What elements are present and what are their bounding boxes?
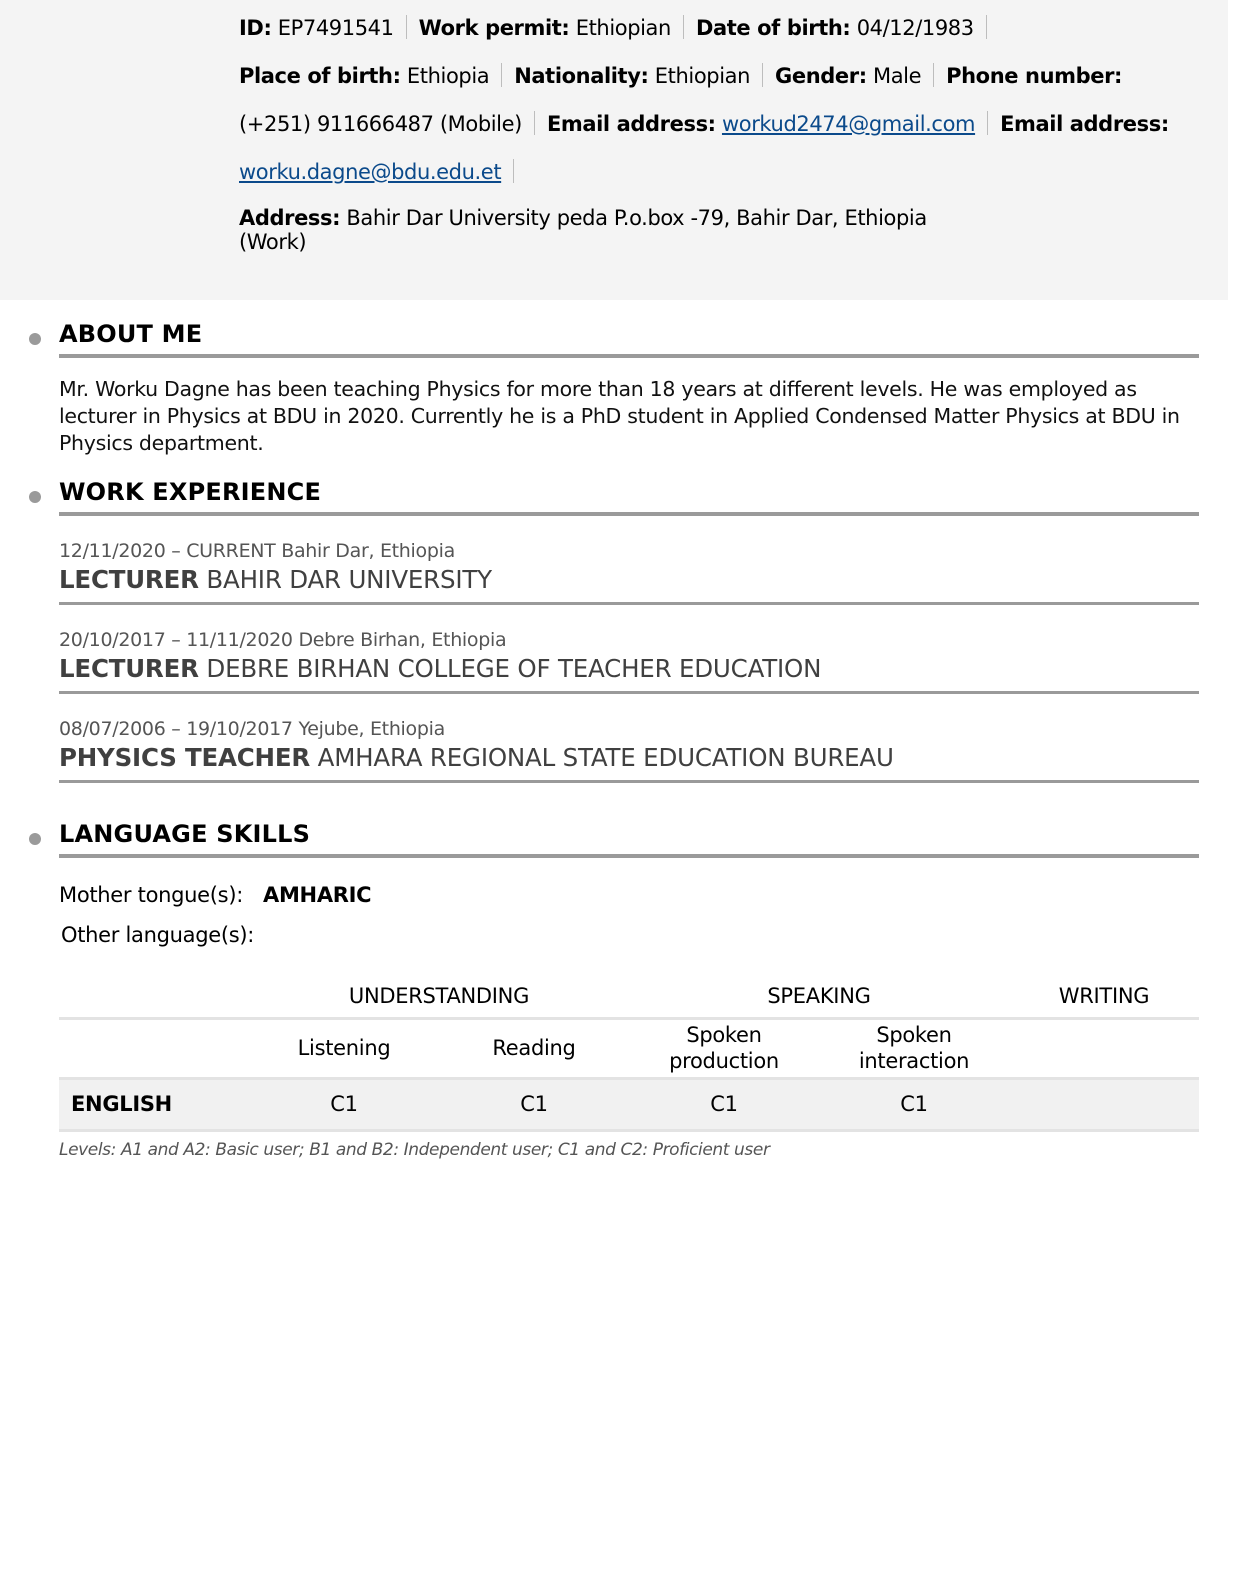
group-speaking: SPEAKING — [767, 983, 871, 1008]
levels-note: Levels: A1 and A2: Basic user; B1 and B2: Independent user; C1 and C2: Proficient user — [59, 1140, 770, 1160]
level-writing — [1009, 1078, 1199, 1130]
job-title — [59, 653, 1199, 685]
section-divider — [59, 354, 1199, 358]
address — [239, 206, 927, 254]
job-divider — [59, 602, 1199, 605]
level-spoken-production: C1 — [629, 1078, 819, 1130]
phone-label: Phone number: — [946, 64, 1123, 88]
work-section — [59, 476, 1199, 783]
pob-value: Ethiopia — [406, 64, 490, 88]
level-reading: C1 — [439, 1078, 629, 1130]
subheader-listening — [249, 1018, 439, 1078]
address-type: (Work) — [239, 230, 307, 254]
info-line-3 — [239, 106, 1199, 154]
work-permit-value: Ethiopian — [575, 16, 671, 40]
gender-label: Gender: — [775, 64, 867, 88]
subheader-text: Reading — [492, 1036, 576, 1060]
id-value: EP7491541 — [277, 16, 394, 40]
bullet-icon — [29, 833, 41, 845]
bullet-icon — [29, 491, 41, 503]
about-text: Mr. Worku Dagne has been teaching Physics for more than 18 years at different levels. He was employed as lecturer in Physics at BDU in 2020. Currently he is a PhD student in Applied Condensed Matter Physics at BDU in Physics department. — [59, 377, 1180, 455]
nationality-label: Nationality: — [514, 64, 649, 88]
job-employer: AMHARA REGIONAL STATE EDUCATION BUREAU — [317, 743, 894, 772]
separator — [534, 111, 535, 135]
pob-label: Place of birth: — [239, 64, 401, 88]
bullet-icon — [29, 333, 41, 345]
work-permit-label: Work permit: — [418, 16, 570, 40]
about-section — [59, 318, 1199, 457]
nationality-value: Ethiopian — [654, 64, 751, 88]
language-name: ENGLISH — [59, 1078, 249, 1130]
mother-tongue-value: AMHARIC — [263, 883, 372, 907]
table-group-header — [59, 975, 1199, 1018]
subheader-text: Listening — [297, 1036, 391, 1060]
table-subheader — [59, 1018, 1199, 1078]
separator — [762, 63, 763, 87]
language-section — [59, 818, 1199, 950]
job-dates-location: 20/10/2017 – 11/11/2020 Debre Birhan, Ethiopia — [59, 629, 507, 651]
job-role: LECTURER — [59, 565, 199, 594]
subheader-reading — [439, 1018, 629, 1078]
subheader-text: interaction — [858, 1049, 970, 1073]
mother-tongue-row — [59, 880, 1199, 910]
email2-label: Email address: — [1000, 112, 1169, 136]
dob-label: Date of birth: — [695, 16, 851, 40]
job-entry — [59, 538, 1199, 605]
email1-link[interactable]: workud2474@gmail.com — [721, 112, 976, 136]
subheader-spoken-interaction — [819, 1018, 1009, 1078]
separator — [986, 15, 987, 39]
empty-subheader — [1009, 1018, 1199, 1078]
section-divider — [59, 512, 1199, 516]
info-line-4 — [239, 154, 1199, 202]
subheader-text: production — [669, 1049, 779, 1073]
section-divider — [59, 854, 1199, 858]
level-listening: C1 — [249, 1078, 439, 1130]
email2-link[interactable]: worku.dagne@bdu.edu.et — [239, 160, 502, 184]
separator — [683, 15, 684, 39]
mother-tongue-label: Mother tongue(s): — [59, 883, 243, 907]
group-understanding: UNDERSTANDING — [348, 983, 530, 1008]
gender-value: Male — [872, 64, 922, 88]
subheader-text: Spoken — [686, 1023, 762, 1047]
separator — [987, 111, 988, 135]
empty-subheader — [59, 1018, 249, 1078]
info-line-2 — [239, 58, 1199, 106]
job-dates-location: 08/07/2006 – 19/10/2017 Yejube, Ethiopia — [59, 718, 445, 740]
job-employer: DEBRE BIRHAN COLLEGE OF TEACHER EDUCATION — [206, 654, 822, 683]
section-title: LANGUAGE SKILLS — [59, 820, 311, 848]
address-label: Address: — [239, 206, 341, 230]
email1-label: Email address: — [546, 112, 716, 136]
language-table — [59, 975, 1199, 1132]
job-divider — [59, 691, 1199, 694]
personal-info — [239, 10, 1199, 202]
separator — [406, 15, 407, 39]
job-dates-location: 12/11/2020 – CURRENT Bahir Dar, Ethiopia — [59, 540, 455, 562]
subheader-text: Spoken — [876, 1023, 952, 1047]
separator — [933, 63, 934, 87]
section-title: WORK EXPERIENCE — [59, 478, 322, 506]
job-employer: BAHIR DAR UNIVERSITY — [206, 565, 492, 594]
level-spoken-interaction: C1 — [819, 1078, 1009, 1130]
job-title — [59, 564, 1199, 596]
section-title: ABOUT ME — [59, 320, 203, 348]
group-writing: WRITING — [1058, 983, 1150, 1008]
address-value: Bahir Dar University peda P.o.box -79, Bahir Dar, Ethiopia — [346, 206, 927, 230]
job-entry — [59, 716, 1199, 783]
dob-value: 04/12/1983 — [856, 16, 974, 40]
separator — [513, 159, 514, 183]
subheader-spoken-production — [629, 1018, 819, 1078]
job-role: PHYSICS TEACHER — [59, 743, 311, 772]
separator — [501, 63, 502, 87]
job-entry — [59, 627, 1199, 694]
phone-value: (+251) 911666487 (Mobile) — [239, 112, 522, 136]
info-line-1 — [239, 10, 1199, 58]
empty-header — [59, 975, 249, 1018]
id-label: ID: — [239, 16, 272, 40]
job-role: LECTURER — [59, 654, 199, 683]
job-title — [59, 742, 1199, 774]
table-row — [59, 1078, 1199, 1130]
job-divider — [59, 780, 1199, 783]
other-languages-label: Other language(s): — [61, 923, 255, 947]
